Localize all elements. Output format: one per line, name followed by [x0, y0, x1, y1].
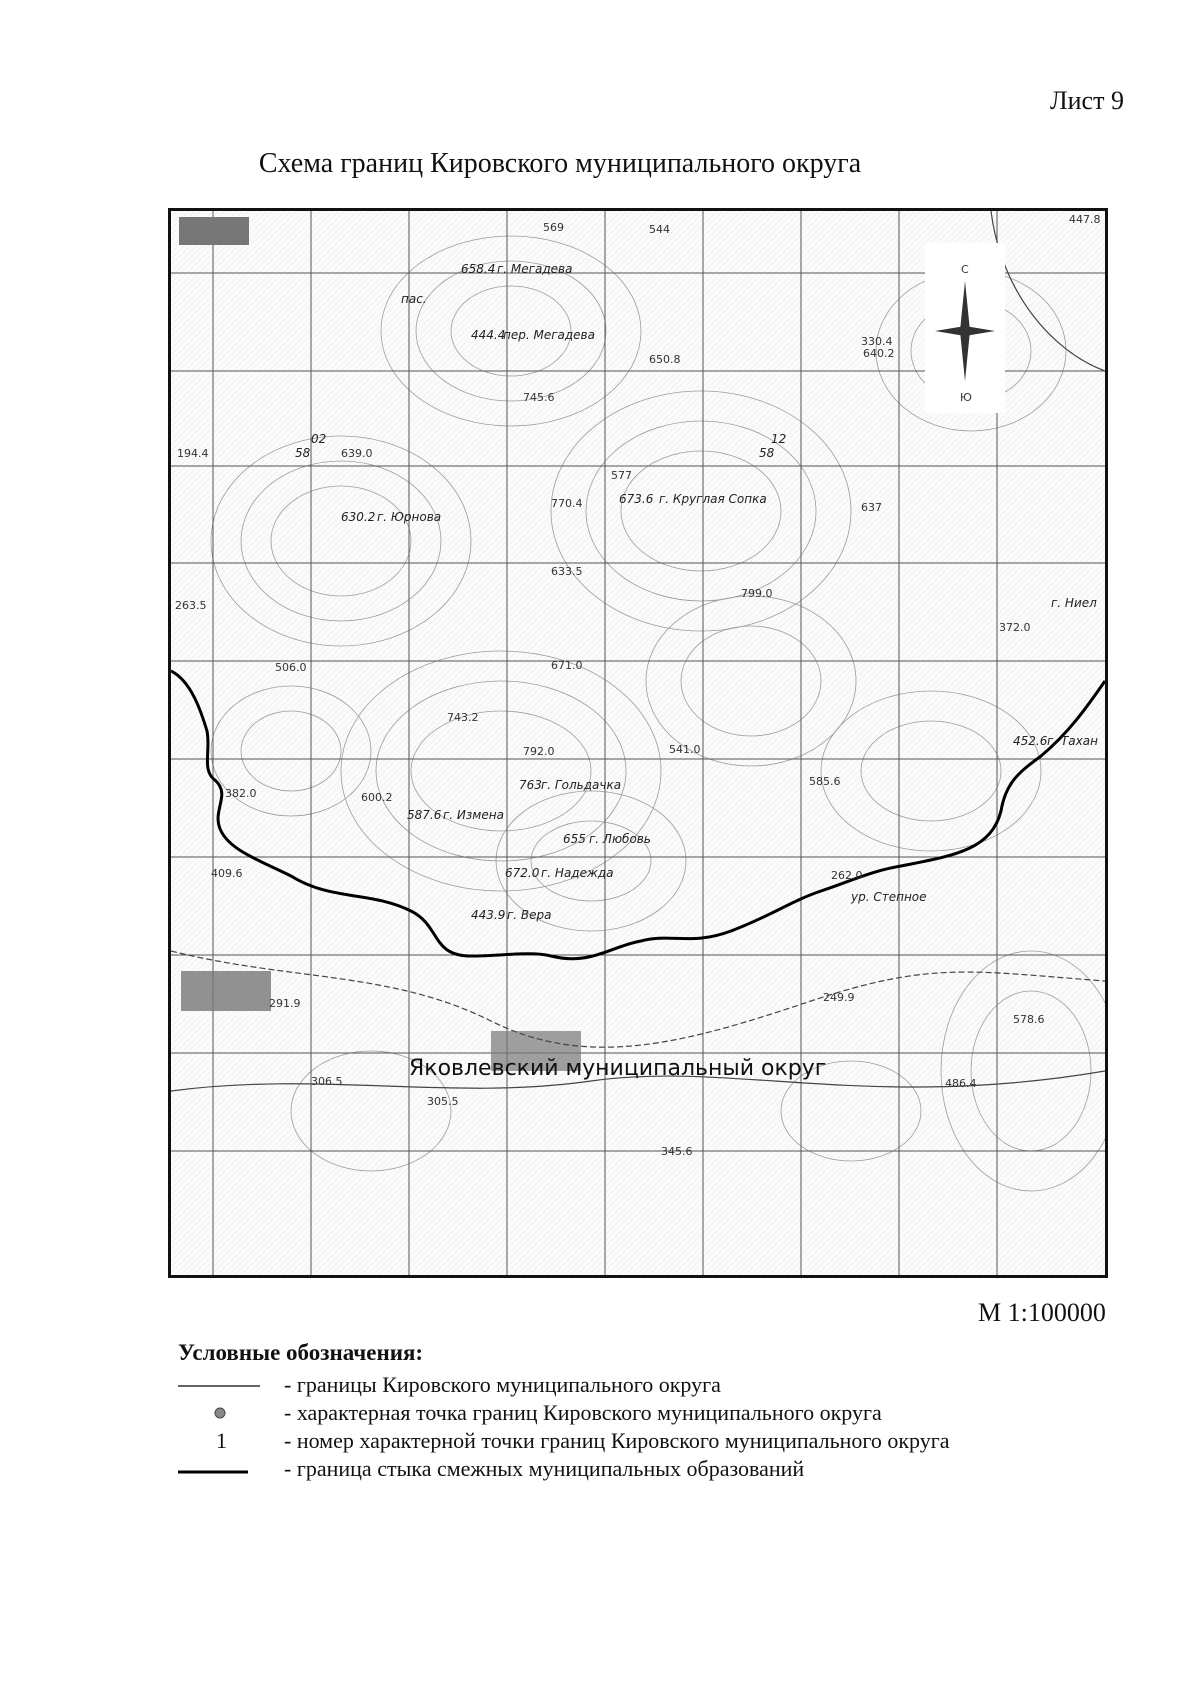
peak-elevation: 444.4	[471, 328, 506, 342]
spot-height: 330.4	[861, 335, 893, 348]
spot-height: 345.6	[661, 1145, 693, 1158]
legend-heading: Условные обозначения:	[178, 1340, 424, 1365]
spot-height: 743.2	[447, 711, 479, 724]
peak-name: г. Юрнова	[377, 510, 442, 524]
neighbor-district-label: Яковлевский муниципальный округ	[409, 1056, 827, 1081]
map-canvas	[171, 211, 1105, 1275]
legend-item	[178, 1372, 721, 1400]
spot-height: 640.2	[863, 347, 895, 360]
peak-elevation: 763	[519, 778, 542, 792]
spot-height: 650.8	[649, 353, 681, 366]
spot-height: 671.0	[551, 659, 583, 672]
spot-height: 745.6	[523, 391, 555, 404]
legend-item	[178, 1456, 805, 1484]
spot-height: 262.0	[831, 869, 863, 882]
spot-height: 506.0	[275, 661, 307, 674]
page-title: Схема границ Кировского муниципального округа	[258, 148, 862, 179]
grid-number: 02	[311, 432, 327, 446]
legend-item-text: - граница стыка смежных муниципальных образований	[284, 1456, 805, 1481]
peak-name: г. Тахан	[1047, 734, 1098, 748]
peak-name: г. Вера	[507, 908, 552, 922]
sheet-label: Лист 9	[1050, 86, 1124, 115]
peak-name: г. Любовь	[589, 832, 651, 846]
spot-height: 486.4	[945, 1077, 977, 1090]
spot-height: 799.0	[741, 587, 773, 600]
place-label: г. Ниел	[1051, 596, 1097, 610]
spot-height: 194.4	[177, 447, 209, 460]
spot-height: 372.0	[999, 621, 1031, 634]
peak-elevation: 630.2	[341, 510, 376, 524]
peak-name: г. Гольдачка	[541, 778, 622, 792]
legend-item-text: - границы Кировского муниципального округа	[284, 1372, 721, 1397]
compass-north-label: С	[961, 263, 969, 276]
peak-name: г. Мегадева	[497, 262, 573, 276]
spot-height: 541.0	[669, 743, 701, 756]
spot-height: 382.0	[225, 787, 257, 800]
peak-elevation: 672.0	[505, 866, 540, 880]
spot-height: 305.5	[427, 1095, 459, 1108]
spot-height: 770.4	[551, 497, 583, 510]
peak-elevation: 658.4	[461, 262, 496, 276]
peak-name: г. Надежда	[541, 866, 614, 880]
spot-height: 600.2	[361, 791, 393, 804]
legend-item-text: - характерная точка границ Кировского муниципального округа	[284, 1400, 882, 1425]
grid-number: 12	[771, 432, 787, 446]
spot-height: 578.6	[1013, 1013, 1045, 1026]
spot-height: 291.9	[269, 997, 301, 1010]
spot-height: 447.8	[1069, 213, 1101, 226]
spot-height: 585.6	[809, 775, 841, 788]
spot-height: 577	[611, 469, 632, 482]
spot-height: 639.0	[341, 447, 373, 460]
spot-height: 249.9	[823, 991, 855, 1004]
legend-item	[178, 1400, 882, 1428]
spot-height: 792.0	[523, 745, 555, 758]
compass-south-label: Ю	[960, 391, 972, 404]
legend	[178, 1340, 950, 1484]
peak-name: г. Круглая Сопка	[659, 492, 767, 506]
spot-height: 569	[543, 221, 564, 234]
legend-item	[178, 1428, 950, 1456]
grid-number: 58	[295, 446, 311, 460]
grid-number: 58	[759, 446, 775, 460]
place-label: ур. Степное	[851, 890, 927, 904]
spot-height: 306.5	[311, 1075, 343, 1088]
place-label: пас.	[401, 292, 427, 306]
point-number-sample: 1	[216, 1428, 227, 1453]
spot-height: 409.6	[211, 867, 243, 880]
spot-height: 637	[861, 501, 882, 514]
peak-elevation: 587.6	[407, 808, 442, 822]
spot-height: 263.5	[175, 599, 207, 612]
peak-elevation: 452.6	[1013, 734, 1048, 748]
peak-elevation: 673.6	[619, 492, 654, 506]
peak-elevation: 655	[563, 832, 586, 846]
legend-item-text: - номер характерной точки границ Кировского муниципального округа	[284, 1428, 950, 1453]
topographic-map[interactable]	[168, 208, 1108, 1278]
spot-height: 633.5	[551, 565, 583, 578]
spot-height: 544	[649, 223, 670, 236]
peak-name: г. Измена	[443, 808, 504, 822]
junction-line-symbol	[178, 1456, 278, 1484]
point-number-symbol	[178, 1428, 278, 1456]
boundary-line-symbol	[178, 1372, 278, 1400]
compass-rose	[925, 243, 1005, 413]
boundary-point-icon	[178, 1400, 278, 1428]
map-scale: М 1:100000	[978, 1298, 1106, 1327]
peak-elevation: 443.9	[471, 908, 506, 922]
peak-name: пер. Мегадева	[503, 328, 595, 342]
